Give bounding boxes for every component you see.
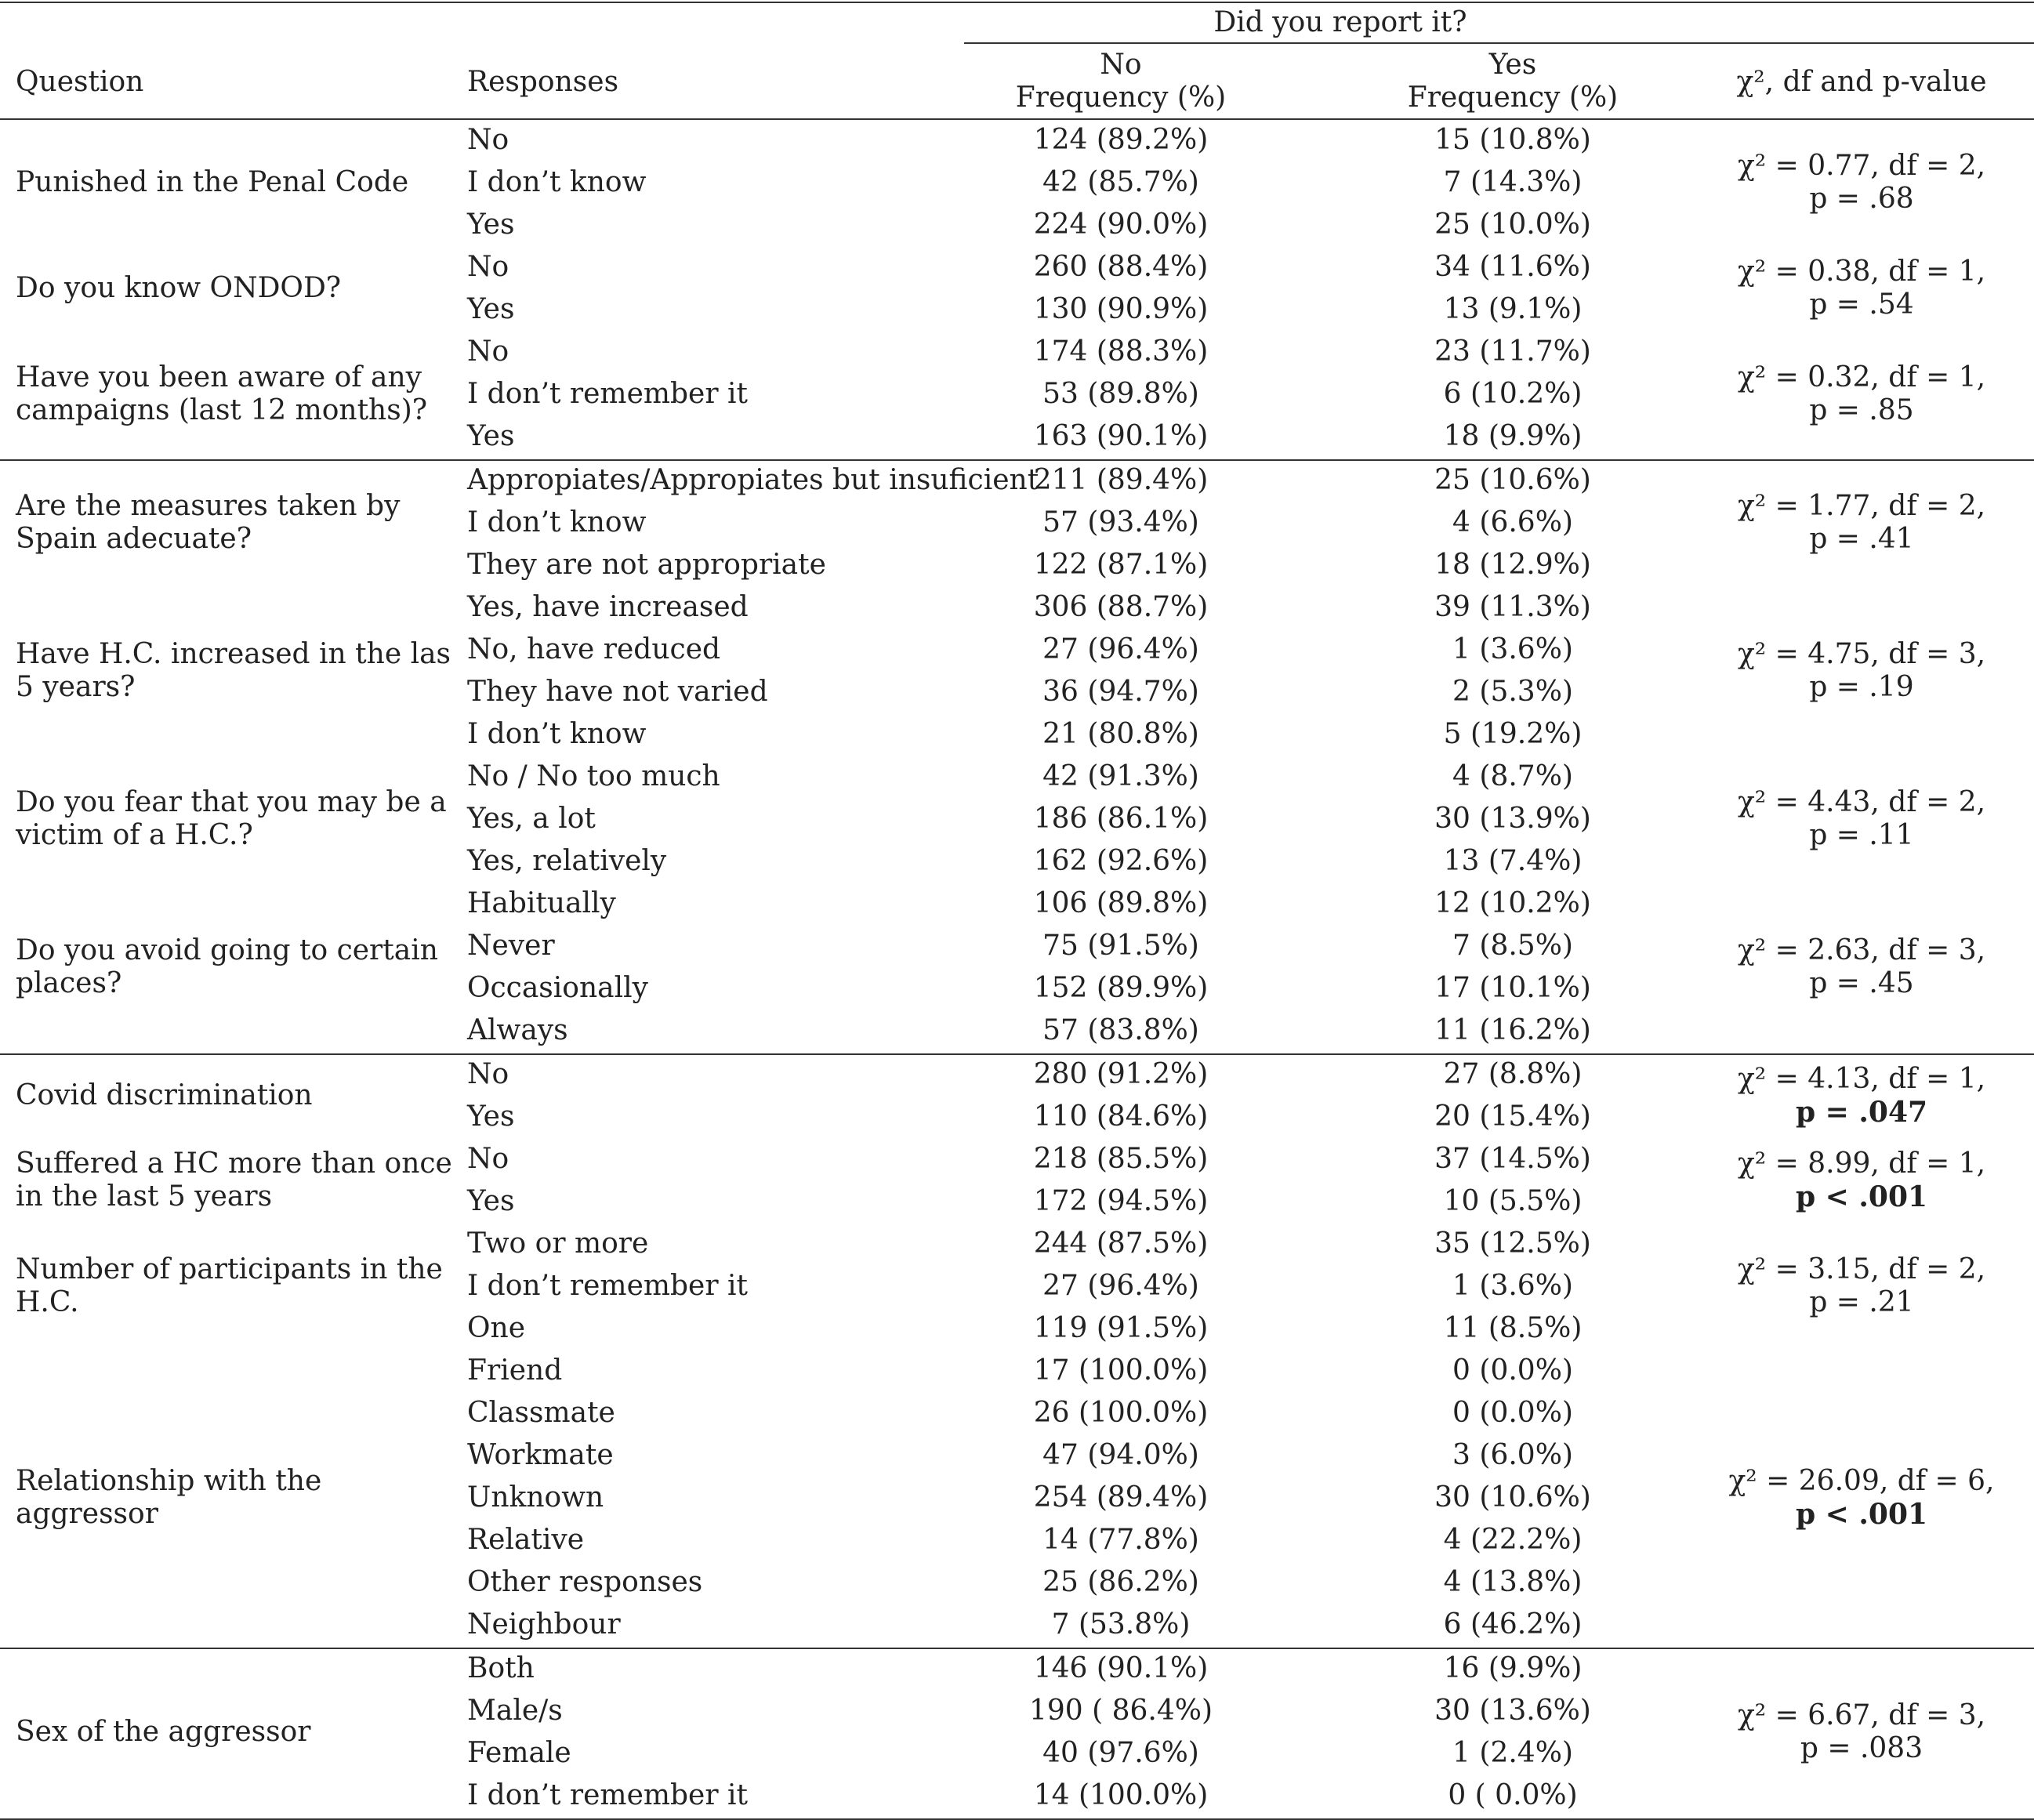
chi-square-values: χ² = 4.75, df = 3, [1737, 638, 1986, 670]
no-frequency: 21 (80.8%) [1042, 718, 1199, 750]
chi-square-values: χ² = 26.09, df = 6, [1728, 1465, 1995, 1497]
chi-square-values: χ² = 0.77, df = 2, [1737, 150, 1986, 182]
header-no-line1: No [1100, 49, 1142, 81]
p-value: p = .083 [1800, 1732, 1923, 1764]
question-label: Relationship with the aggressor [16, 1465, 322, 1530]
yes-frequency: 4 (6.6%) [1452, 506, 1573, 538]
no-frequency: 57 (93.4%) [1042, 506, 1199, 538]
response-label: Two or more [467, 1227, 649, 1260]
yes-frequency: 23 (11.7%) [1434, 335, 1591, 368]
no-frequency: 42 (91.3%) [1042, 760, 1199, 792]
yes-frequency: 1 (3.6%) [1452, 633, 1573, 665]
p-value: p = .85 [1809, 394, 1914, 426]
yes-frequency: 30 (13.9%) [1434, 803, 1591, 835]
response-label: I don’t remember it [467, 1779, 748, 1811]
response-label: They are not appropriate [467, 549, 826, 581]
response-label: Female [467, 1737, 571, 1769]
response-label: Yes [467, 293, 515, 325]
chi-square-stat [1701, 256, 2022, 321]
header-no-line2: Frequency (%) [1015, 82, 1227, 114]
chi-square-stat [1701, 1699, 2022, 1765]
response-label: I don’t know [467, 506, 647, 538]
yes-frequency: 11 (8.5%) [1443, 1312, 1583, 1344]
no-frequency: 174 (88.3%) [1033, 335, 1209, 368]
no-frequency: 40 (97.6%) [1042, 1737, 1199, 1769]
response-label: Never [467, 930, 555, 962]
p-value: p = .047 [1795, 1096, 1928, 1129]
no-frequency: 25 (86.2%) [1042, 1566, 1199, 1598]
no-frequency: 244 (87.5%) [1033, 1227, 1209, 1260]
yes-frequency: 1 (3.6%) [1452, 1270, 1573, 1302]
response-label: No [467, 1143, 509, 1175]
yes-frequency: 11 (16.2%) [1434, 1014, 1591, 1046]
no-frequency: 17 (100.0%) [1033, 1354, 1209, 1387]
response-label: No [467, 1058, 509, 1090]
chi-square-stat [1701, 150, 2022, 216]
yes-frequency: 13 (9.1%) [1443, 293, 1583, 325]
no-frequency: 14 (100.0%) [1033, 1779, 1209, 1811]
p-value: p = .19 [1809, 671, 1914, 703]
response-label: I don’t know [467, 166, 647, 198]
chi-square-values: χ² = 6.67, df = 3, [1737, 1699, 1986, 1731]
no-frequency: 306 (88.7%) [1033, 591, 1209, 623]
no-frequency: 27 (96.4%) [1042, 633, 1199, 665]
response-label: Always [467, 1014, 568, 1046]
chi-square-stat [1701, 638, 2022, 704]
yes-frequency: 20 (15.4%) [1434, 1100, 1591, 1133]
yes-frequency: 0 (0.0%) [1452, 1354, 1573, 1387]
no-frequency: 110 (84.6%) [1033, 1100, 1209, 1133]
chi-square-values: χ² = 4.13, df = 1, [1737, 1063, 1986, 1095]
no-frequency: 7 (53.8%) [1051, 1608, 1191, 1641]
yes-frequency: 6 (46.2%) [1443, 1608, 1583, 1641]
no-frequency: 53 (89.8%) [1042, 378, 1199, 410]
no-frequency: 130 (90.9%) [1033, 293, 1209, 325]
question-label: Do you fear that you may be a victim of a H.C.? [16, 786, 447, 851]
yes-frequency: 6 (10.2%) [1443, 378, 1583, 410]
yes-frequency: 1 (2.4%) [1452, 1737, 1573, 1769]
yes-frequency: 3 (6.0%) [1452, 1439, 1573, 1471]
yes-frequency: 25 (10.0%) [1434, 208, 1591, 241]
response-label: Workmate [467, 1439, 614, 1471]
p-value: p = .21 [1809, 1286, 1914, 1318]
response-label: I don’t remember it [467, 378, 748, 410]
header-bottom-rule [0, 118, 2034, 120]
no-frequency: 218 (85.5%) [1033, 1143, 1209, 1175]
question-label: Have H.C. increased in the las 5 years? [16, 638, 451, 703]
yes-frequency: 4 (22.2%) [1443, 1524, 1583, 1556]
p-value: p < .001 [1795, 1180, 1928, 1213]
response-label: One [467, 1312, 526, 1344]
yes-frequency: 7 (14.3%) [1443, 166, 1583, 198]
response-label: Classmate [467, 1397, 615, 1429]
chi-square-stat [1701, 361, 2022, 427]
yes-frequency: 18 (9.9%) [1443, 420, 1583, 452]
header-statistics: χ², df and p-value [1736, 66, 1987, 98]
chi-square-values: χ² = 2.63, df = 3, [1737, 934, 1986, 966]
no-frequency: 186 (86.1%) [1033, 803, 1209, 835]
no-frequency: 122 (87.1%) [1033, 549, 1209, 581]
yes-frequency: 27 (8.8%) [1443, 1058, 1583, 1090]
p-value: p = .11 [1809, 819, 1914, 851]
response-label: Yes [467, 208, 515, 241]
p-value: p < .001 [1795, 1498, 1928, 1531]
question-label: Suffered a HC more than once in the last 5 years [16, 1147, 452, 1213]
yes-frequency: 10 (5.5%) [1443, 1185, 1583, 1217]
response-label: No [467, 335, 509, 368]
section-divider [0, 459, 2034, 461]
subheader-rule [964, 42, 2034, 44]
response-label: Yes, a lot [467, 803, 596, 835]
question-label: Do you know ONDOD? [16, 272, 342, 304]
header-yes-line1: Yes [1488, 49, 1537, 81]
response-label: Both [467, 1652, 535, 1684]
response-label: Appropiates/Appropiates but insuficient [467, 464, 1039, 496]
yes-frequency: 39 (11.3%) [1434, 591, 1591, 623]
yes-frequency: 25 (10.6%) [1434, 464, 1591, 496]
chi-square-stat [1701, 1253, 2022, 1319]
p-value: p = .45 [1809, 967, 1914, 999]
yes-frequency: 17 (10.1%) [1434, 972, 1591, 1004]
yes-frequency: 4 (13.8%) [1443, 1566, 1583, 1598]
no-frequency: 47 (94.0%) [1042, 1439, 1199, 1471]
response-label: Yes [467, 1100, 515, 1133]
chi-square-values: χ² = 8.99, df = 1, [1737, 1147, 1986, 1180]
no-frequency: 162 (92.6%) [1033, 845, 1209, 877]
yes-frequency: 7 (8.5%) [1452, 930, 1573, 962]
header-responses: Responses [467, 66, 619, 98]
question-label: Do you avoid going to certain places? [16, 934, 438, 999]
question-label: Have you been aware of any campaigns (last 12 months)? [16, 361, 428, 426]
response-label: Yes, relatively [467, 845, 667, 877]
no-frequency: 224 (90.0%) [1033, 208, 1209, 241]
no-frequency: 163 (90.1%) [1033, 420, 1209, 452]
no-frequency: 280 (91.2%) [1033, 1058, 1209, 1090]
chi-square-stat [1701, 1465, 2022, 1531]
no-frequency: 36 (94.7%) [1042, 676, 1199, 708]
yes-frequency: 12 (10.2%) [1434, 887, 1591, 919]
response-label: Occasionally [467, 972, 648, 1004]
no-frequency: 14 (77.8%) [1042, 1524, 1199, 1556]
p-value: p = .68 [1809, 183, 1914, 215]
response-label: No [467, 251, 509, 283]
chi-square-values: χ² = 4.43, df = 2, [1737, 786, 1986, 818]
top-rule [0, 2, 2034, 3]
question-label: Sex of the aggressor [16, 1716, 311, 1748]
response-label: Friend [467, 1354, 563, 1387]
no-frequency: 190 ( 86.4%) [1028, 1695, 1213, 1727]
response-label: I don’t remember it [467, 1270, 748, 1302]
section-divider [0, 1648, 2034, 1649]
response-label: Unknown [467, 1481, 604, 1514]
chi-square-values: χ² = 3.15, df = 2, [1737, 1253, 1986, 1285]
no-frequency: 57 (83.8%) [1042, 1014, 1199, 1046]
chi-square-values: χ² = 0.32, df = 1, [1737, 361, 1986, 393]
no-frequency: 42 (85.7%) [1042, 166, 1199, 198]
no-frequency: 106 (89.8%) [1033, 887, 1209, 919]
response-label: Habitually [467, 887, 616, 919]
chi-square-values: χ² = 1.77, df = 2, [1737, 490, 1986, 522]
no-frequency: 119 (91.5%) [1033, 1312, 1209, 1344]
header-question: Question [16, 66, 144, 98]
p-value: p = .41 [1809, 523, 1914, 555]
no-frequency: 124 (89.2%) [1033, 124, 1209, 156]
response-label: Relative [467, 1524, 585, 1556]
response-label: They have not varied [467, 676, 768, 708]
yes-frequency: 13 (7.4%) [1443, 845, 1583, 877]
response-label: Male/s [467, 1695, 563, 1727]
yes-frequency: 30 (13.6%) [1434, 1695, 1591, 1727]
response-label: Other responses [467, 1566, 703, 1598]
chi-square-stat [1701, 934, 2022, 1000]
header-did-you-report: Did you report it? [1213, 6, 1467, 38]
response-label: Yes, have increased [467, 591, 749, 623]
yes-frequency: 4 (8.7%) [1452, 760, 1573, 792]
no-frequency: 26 (100.0%) [1033, 1397, 1209, 1429]
chi-square-stat [1701, 1063, 2022, 1129]
no-frequency: 211 (89.4%) [1033, 464, 1209, 496]
response-label: Yes [467, 1185, 515, 1217]
chi-square-stat [1701, 490, 2022, 556]
p-value: p = .54 [1809, 288, 1914, 321]
yes-frequency: 30 (10.6%) [1434, 1481, 1591, 1514]
no-frequency: 260 (88.4%) [1033, 251, 1209, 283]
yes-frequency: 0 (0.0%) [1452, 1397, 1573, 1429]
yes-frequency: 34 (11.6%) [1434, 251, 1591, 283]
no-frequency: 75 (91.5%) [1042, 930, 1199, 962]
no-frequency: 254 (89.4%) [1033, 1481, 1209, 1514]
header-yes-line2: Frequency (%) [1407, 82, 1619, 114]
no-frequency: 152 (89.9%) [1033, 972, 1209, 1004]
response-label: Yes [467, 420, 515, 452]
response-label: No [467, 124, 509, 156]
chi-square-stat [1701, 786, 2022, 852]
question-label: Are the measures taken by Spain adecuate? [16, 490, 401, 555]
yes-frequency: 37 (14.5%) [1434, 1143, 1591, 1175]
no-frequency: 27 (96.4%) [1042, 1270, 1199, 1302]
chi-square-values: χ² = 0.38, df = 1, [1737, 256, 1986, 288]
yes-frequency: 5 (19.2%) [1443, 718, 1583, 750]
question-label: Covid discrimination [16, 1079, 313, 1111]
response-label: No, have reduced [467, 633, 721, 665]
response-label: Neighbour [467, 1608, 621, 1641]
response-label: No / No too much [467, 760, 720, 792]
yes-frequency: 16 (9.9%) [1443, 1652, 1583, 1684]
question-label: Number of participants in the H.C. [16, 1253, 443, 1318]
yes-frequency: 15 (10.8%) [1434, 124, 1591, 156]
no-frequency: 146 (90.1%) [1033, 1652, 1209, 1684]
yes-frequency: 18 (12.9%) [1434, 549, 1591, 581]
yes-frequency: 35 (12.5%) [1434, 1227, 1591, 1260]
response-label: I don’t know [467, 718, 647, 750]
yes-frequency: 2 (5.3%) [1452, 676, 1573, 708]
no-frequency: 172 (94.5%) [1033, 1185, 1209, 1217]
chi-square-stat [1701, 1147, 2022, 1213]
question-label: Punished in the Penal Code [16, 166, 409, 198]
yes-frequency: 0 ( 0.0%) [1448, 1779, 1578, 1811]
section-divider [0, 1053, 2034, 1055]
